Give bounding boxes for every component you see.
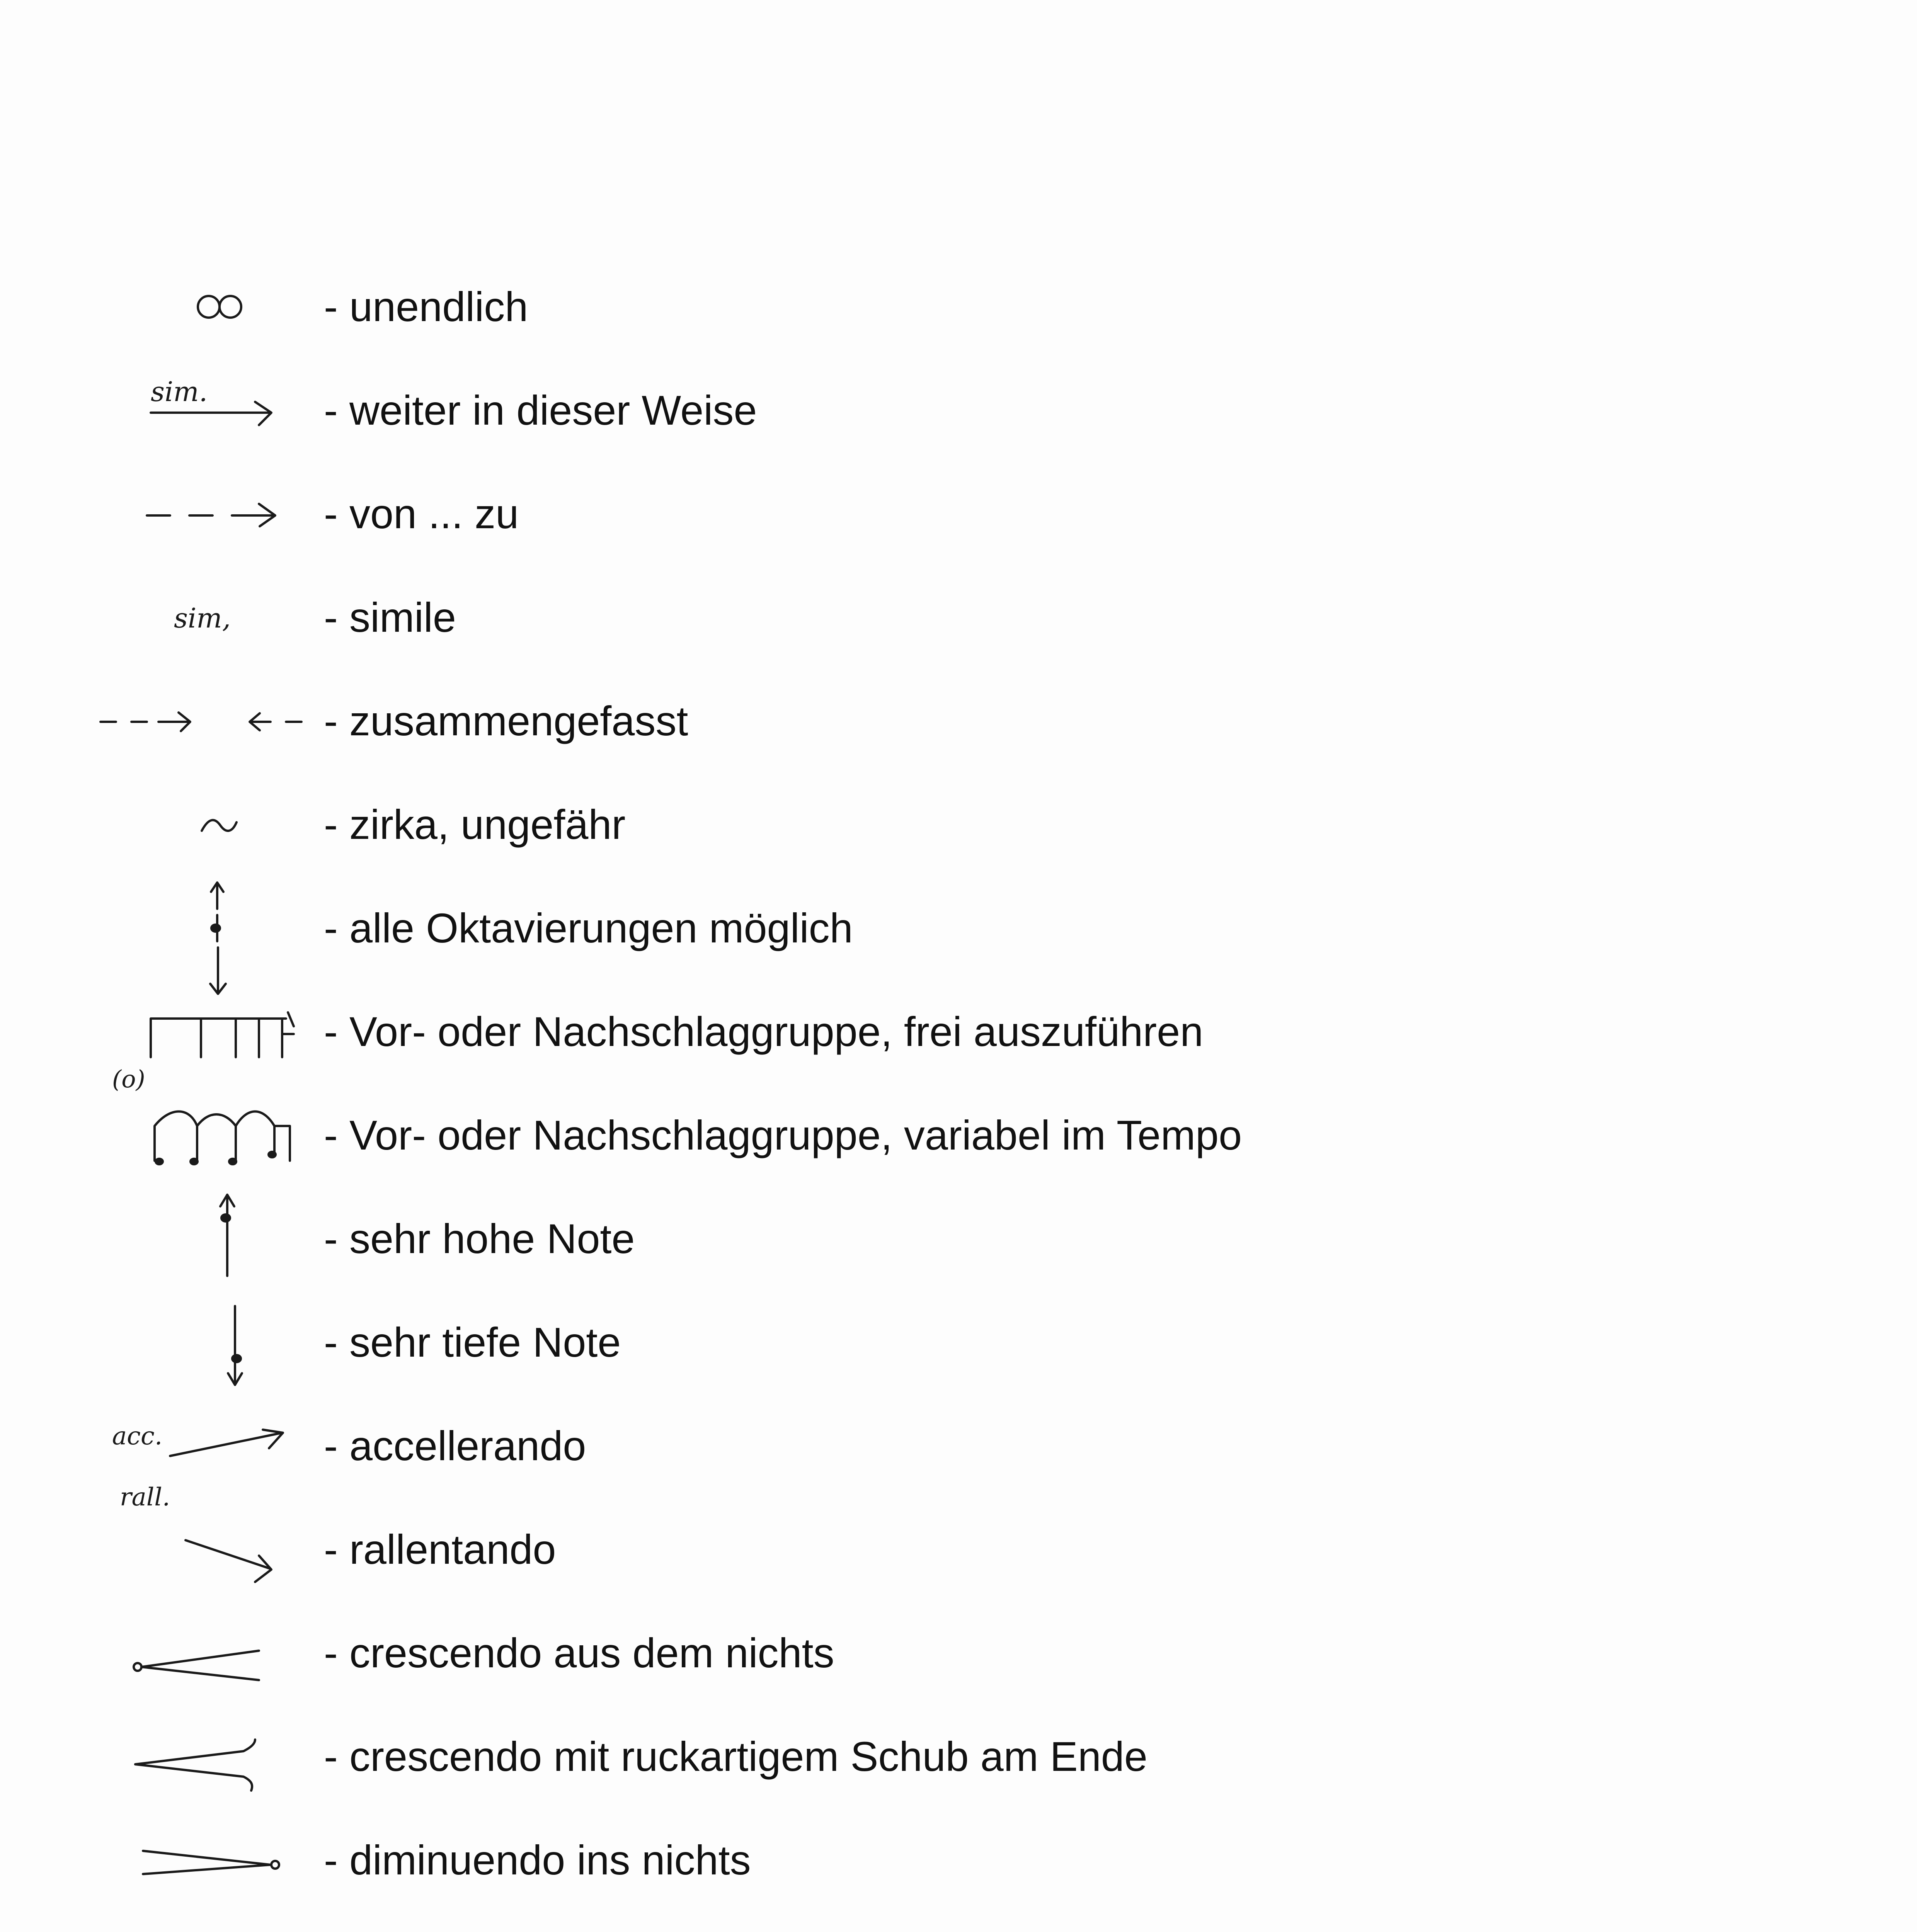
- legend-row: [0, 1705, 1917, 1808]
- legend-row: [0, 1912, 1917, 1932]
- legend-row: [0, 1483, 1917, 1601]
- legend-row: [0, 1394, 1917, 1498]
- legend-label: - accellerando: [324, 1422, 586, 1469]
- acc-text: acc.: [112, 1422, 163, 1451]
- diminuendo-to-nothing-icon: [93, 1808, 317, 1912]
- legend-label: - sehr hohe Note: [324, 1215, 635, 1262]
- legend-label: - rallentando: [324, 1526, 556, 1573]
- legend-label: - Vor- oder Nachschlaggruppe, frei auszuführen: [324, 1008, 1204, 1055]
- sim-text: sim,: [174, 602, 231, 634]
- legend-row: [0, 1601, 1917, 1705]
- legend-row: [0, 566, 1917, 669]
- tempo-mark-text: (o): [112, 1065, 145, 1093]
- low-note-icon: [93, 1291, 317, 1394]
- legend-row: [0, 1291, 1917, 1394]
- legend-label: - sehr tiefe Note: [324, 1319, 621, 1366]
- rallentando-icon: [93, 1483, 317, 1601]
- legend-row: [0, 462, 1917, 566]
- legend-row: [0, 359, 1917, 462]
- legend-label: [324, 1912, 1289, 1932]
- crescendo-jerk-icon: [93, 1705, 317, 1808]
- crescendo-from-nothing-icon: [93, 1601, 317, 1705]
- legend-label: - weiter in dieser Weise: [324, 387, 757, 434]
- legend-row: [0, 1808, 1917, 1912]
- sim-arrow-icon: [93, 359, 317, 462]
- converging-arrows-icon: [93, 669, 317, 773]
- legend-label: - simile: [324, 594, 456, 641]
- legend-label: - von ... zu: [324, 490, 519, 537]
- legend-row: [0, 669, 1917, 773]
- legend-label: - zirka, ungefähr: [324, 801, 626, 848]
- legend-label: - alle Oktavierungen möglich: [324, 905, 853, 951]
- legend-row: [0, 773, 1917, 876]
- legend-label: - crescendo mit ruckartigem Schub am Ende: [324, 1733, 1147, 1780]
- legend-label: - crescendo aus dem nichts: [324, 1629, 834, 1676]
- rall-text: rall.: [120, 1483, 170, 1512]
- legend-label: - zusammengefasst: [324, 697, 688, 744]
- diminuendo-jerk-icon: [93, 1912, 317, 1932]
- dashed-arrow-icon: [93, 462, 317, 566]
- legend-row: [0, 1187, 1917, 1291]
- legend-row: [0, 255, 1917, 359]
- grace-group-tempo-icon: [93, 1065, 317, 1187]
- sim-icon: [93, 566, 317, 669]
- sim-text: sim.: [151, 376, 208, 408]
- octave-arrows-icon: [93, 876, 317, 980]
- tilde-icon: [93, 773, 317, 876]
- accelerando-icon: [93, 1394, 317, 1498]
- legend-label: - unendlich: [324, 283, 528, 330]
- legend-label: - Vor- oder Nachschlaggruppe, variabel im Tempo: [324, 1112, 1242, 1158]
- legend-label: - diminuendo ins nichts: [324, 1837, 751, 1883]
- legend-row: [0, 1065, 1917, 1187]
- legend-row: [0, 980, 1917, 1083]
- high-note-icon: [93, 1187, 317, 1291]
- legend-row: [0, 876, 1917, 980]
- infinity-icon: [93, 255, 317, 359]
